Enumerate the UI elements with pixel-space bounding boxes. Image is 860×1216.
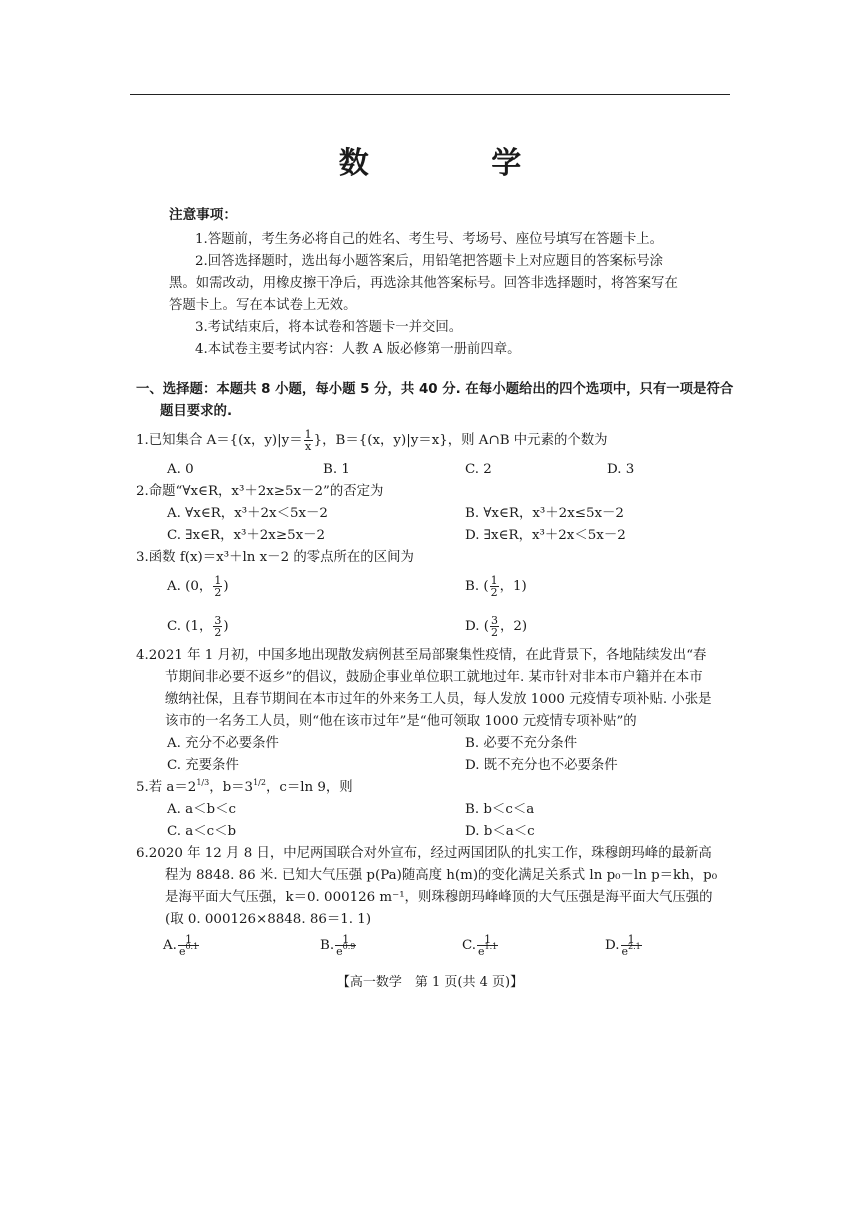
question-3-option-c: C. (1， $\frac{3}{2}$ ) <box>167 614 229 639</box>
notice-heading: 注意事项： <box>169 207 237 223</box>
question-5-option-a: A. a＜b＜c <box>167 802 237 817</box>
notice-line-6: 4.本试卷主要考试内容：人教 A 版必修第一册前四章。 <box>195 342 521 357</box>
section-heading-cont: 题目要求的. <box>160 404 233 419</box>
question-2-stem: 2.命题“∀x∈R，x³＋2x≥5x－2”的否定为 <box>136 484 384 499</box>
notice-line-5: 3.考试结束后，将本试卷和答题卡一并交回。 <box>195 320 463 335</box>
question-5-option-d: D. b＜a＜c <box>465 824 535 839</box>
question-1-option-c: C. 2 <box>465 462 492 477</box>
question-4-option-a: A. 充分不必要条件 <box>167 736 279 751</box>
question-4-line-2: 节期间非必要不返乡”的倡议，鼓励企事业单位职工就地过年. 某市针对非本市户籍并在本市 <box>165 670 703 685</box>
notice-line-2: 2.回答选择题时，选出每小题答案后，用铅笔把答题卡上对应题目的答案标号涂 <box>195 254 664 269</box>
question-2-option-d: D. ∃x∈R，x³＋2x＜5x－2 <box>465 528 626 543</box>
question-6-option-a: A. $\frac{1}{e^{0.1}}$ <box>163 933 199 958</box>
question-6-line-3: 是海平面大气压强，k＝0. 000126 m⁻¹，则珠穆朗玛峰峰顶的大气压强是海平面大气压强的 <box>165 890 713 905</box>
question-6-option-c: C. $\frac{1}{e^{1.1}}$ <box>462 933 498 958</box>
question-5-stem: 5.若 $a=2^{1/3}$，$b=3^{1/2}$，c＝ln 9，则 <box>136 778 353 795</box>
question-3-option-a: A. (0， $\frac{1}{2}$ ) <box>167 574 229 599</box>
notice-line-3: 黑。如需改动，用橡皮擦干净后，再选涂其他答案标号。回答非选择题时，将答案写在 <box>169 276 678 291</box>
question-3-option-d: D. ( $\frac{3}{2}$ ，2) <box>465 614 528 639</box>
question-5-option-b: B. b＜c＜a <box>465 802 535 817</box>
question-5-option-c: C. a＜c＜b <box>167 824 237 839</box>
page-title: 数 学 <box>338 146 578 181</box>
question-4-option-d: D. 既不充分也不必要条件 <box>465 758 618 773</box>
question-1-stem: 1.已知集合 A＝{(x，y)|y＝ $\frac{1}{x}$ }，B＝{(x，y)|y＝x}，则 A∩B 中元素的个数为 <box>136 428 608 453</box>
question-3-stem: 3.函数 f(x)＝x³＋ln x－2 的零点所在的区间为 <box>136 550 414 565</box>
notice-line-1: 1.答题前，考生务必将自己的姓名、考生号、考场号、座位号填写在答题卡上。 <box>195 232 664 247</box>
question-6-line-2: 程为 8848. 86 米. 已知大气压强 p(Pa)随高度 h(m)的变化满足关系式 ln p₀－ln p＝kh，p₀ <box>165 868 718 883</box>
question-2-option-b: B. ∀x∈R，x³＋2x≤5x－2 <box>465 506 624 521</box>
question-2-option-c: C. ∃x∈R，x³＋2x≥5x－2 <box>167 528 326 543</box>
question-6-line-1: 6.2020 年 12 月 8 日，中尼两国联合对外宣布，经过两国团队的扎实工作，珠穆朗玛峰的最新高 <box>136 846 712 861</box>
question-6-option-d: D. $\frac{1}{e^{2.1}}$ <box>605 933 641 958</box>
question-1-option-d: D. 3 <box>607 462 635 477</box>
question-4-line-3: 缴纳社保，且春节期间在本市过年的外来务工人员，每人发放 1000 元疫情专项补贴. 小张是 <box>165 692 712 707</box>
page-footer: 【高一数学 第 1 页(共 4 页)】 <box>336 975 524 990</box>
question-4-option-c: C. 充要条件 <box>167 758 239 773</box>
question-1-option-b: B. 1 <box>323 462 350 477</box>
question-4-line-4: 该市的一名务工人员，则“他在该市过年”是“他可领取 1000 元疫情专项补贴”的 <box>165 714 637 729</box>
section-heading: 一、选择题：本题共 8 小题，每小题 5 分，共 40 分. 在每小题给出的四个选项中，只有一项是符合 <box>136 382 734 397</box>
question-3-option-b: B. ( $\frac{1}{2}$ ，1) <box>465 574 527 599</box>
question-4-line-1: 4.2021 年 1 月初，中国多地出现散发病例甚至局部聚集性疫情，在此背景下，各地陆续发出“春 <box>136 648 707 663</box>
question-2-option-a: A. ∀x∈R，x³＋2x＜5x－2 <box>167 506 328 521</box>
notice-line-4: 答题卡上。写在本试卷上无效。 <box>169 298 357 313</box>
question-1-option-a: A. 0 <box>167 462 194 477</box>
question-6-option-b: B. $\frac{1}{e^{0.9}}$ <box>320 933 356 958</box>
header-rule <box>130 94 730 95</box>
question-6-line-4: (取 0. 000126×8848. 86＝1. 1) <box>165 912 372 927</box>
question-4-option-b: B. 必要不充分条件 <box>465 736 578 751</box>
